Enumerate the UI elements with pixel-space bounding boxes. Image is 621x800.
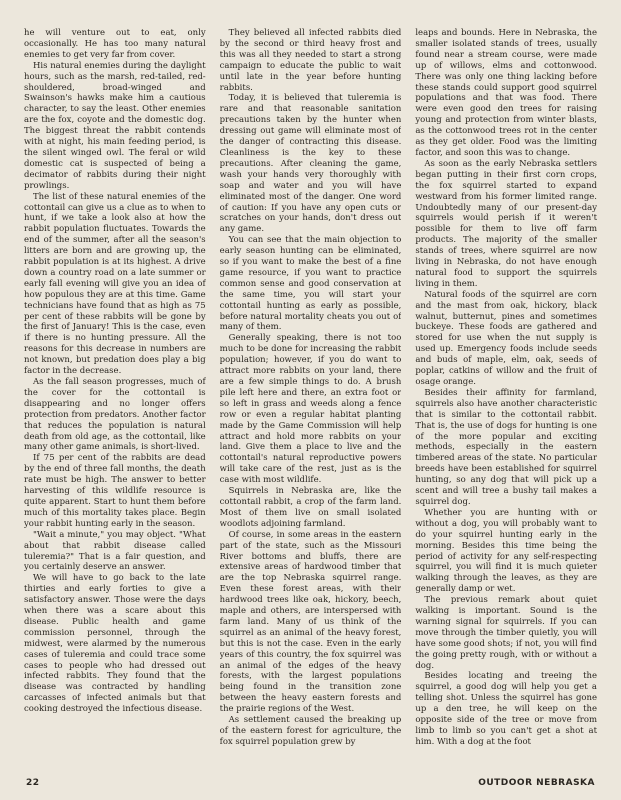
- paragraph: Whether you are hunting with or without a dog, you will probably want to do your squirrel hunting early in the morning. Besides this time being the period of activity for any self-respecting squirrel, you will find it is much quieter walking through the leaves, as they are generally damp or wet.: [415, 507, 598, 595]
- paragraph: Besides their affinity for farmland, squirrels also have another characteristic that is similar to the cottontail rabbit. That is, the use of dogs for hunting is one of the more popular and exciting methods, especially in the eastern timbered areas of the state. No particular breeds have been established for squirrel hunting, so any dog that will pick up a scent and will tree a bushy tail makes a squirrel dog.: [415, 387, 598, 507]
- paragraph: As settlement caused the breaking up of the eastern forest for agriculture, the fox squirrel population grew by: [219, 715, 402, 747]
- text-columns: [24, 28, 597, 766]
- paragraph: Generally speaking, there is not too much to be done for increasing the rabbit population; however, if you do want to attract more rabbits on your land, there are a few simple things to do. A brush pile left here and there, an extra foot or so left in grass and weeds along a fence row or even a regular habitat planting made by the Game Commission will help attract and hold more rabbits on your land. Give them a place to live and the cottontail's natural reproductive powers will take care of the rest, just as is the case with most wildlife.: [219, 333, 402, 486]
- paragraph: Natural foods of the squirrel are corn and the mast from oak, hickory, black walnut, butternut, pines and sometimes buckeye. These foods are gathered and stored for use when the nut supply is used up. Emergency foods include seeds and buds of maple, elm, oak, seeds of poplar, catkins of willow and the fruit of osage orange.: [415, 289, 598, 387]
- page-footer: [26, 778, 595, 788]
- page-number: 22: [26, 778, 40, 788]
- paragraph: His natural enemies during the daylight hours, such as the marsh, red-tailed, red-shouldered, broad-winged and Swainson's hawks make him a cautious character, to say the least. Other enemies are the fox, coyote and the domestic dog. The biggest threat the rabbit contends with at night, his main feeding period, is the silent winged owl. The feral or wild domestic cat is suspected of being a decimator of rabbits during their night prowlings.: [24, 60, 206, 191]
- paragraph: "Wait a minute," you may object. "What about that rabbit disease called tuleremia?" That is a fair question, and you certainly deserve an answer.: [24, 529, 206, 573]
- paragraph: The previous remark about quiet walking is important. Sound is the warning signal for squirrels. If you can move through the timber quietly, you will have some good shots; if not, you will find the going pretty rough, with or without a dog.: [415, 595, 598, 671]
- paragraph: We will have to go back to the late thirties and early forties to give a satisfactory answer. Those were the days when there was a scare about this disease. Public health and game commission personnel, through the midwest, were alarmed by the numerous cases of tuleremia and could trace some cases to people who had dressed out infected rabbits. They found that the disease was contracted by handling carcasses of infected animals but that cooking destroyed the infectious disease.: [24, 573, 206, 715]
- paragraph: As soon as the early Nebraska settlers began putting in their first corn crops, the fox squirrel started to expand westward from his former limited range. Undoubtedly many of our present-day squirrels would perish if it weren't possible for them to live off farm products. The majority of the smaller stands of trees, where squirrel are now living in Nebraska, do not have enough natural food to support the squirrels living in them.: [415, 158, 598, 289]
- magazine-name: OUTDOOR NEBRASKA: [478, 778, 595, 788]
- paragraph: leaps and bounds. Here in Nebraska, the smaller isolated stands of trees, usually found near a stream course, were made up of willows, elms and cottonwood. There was only one thing lacking before these stands could support good squirrel populations and that was food. There were even good den trees for raising young and protection from winter blasts, as the cottonwood trees rot in the center as they get older. Food was the limiting factor, and soon this was to change.: [415, 28, 598, 158]
- paragraph: Squirrels in Nebraska are, like the cottontail rabbit, a crop of the farm land. Most of them live on small isolated woodlots adjoining farmland.: [219, 486, 402, 529]
- column-left: [24, 28, 206, 766]
- paragraph: Of course, in some areas in the eastern part of the state, such as the Missouri River bottoms and bluffs, there are extensive areas of hardwood timber that are the top Nebraska squirrel range. Even these forest areas, with their hardwood trees like oak, hickory, beech, maple and others, are interspersed with farm land. Many of us think of the squirrel as an animal of the heavy forest, but this is not the case. Even in the early years of this country, the fox squirrel was an animal of the edges of the heavy forests, with the largest populations being found in the transition zone between the heavy eastern forests and the prairie regions of the West.: [219, 529, 402, 715]
- paragraph: Today, it is believed that tuleremia is rare and that reasonable sanitation precautions taken by the hunter when dressing out game will eliminate most of the danger of contracting this disease. Cleanliness is the key to these precautions. After cleaning the game, wash your hands very thoroughly with soap and water and you will have eliminated most of the danger. One word of caution: If you have any open cuts or scratches on your hands, don't dress out any game.: [219, 93, 402, 235]
- paragraph: As the fall season progresses, much of the cover for the cottontail is disappearing and no longer offers protection from predators. Another factor that reduces the population is natural death from old age, as the cottontail, like many other game animals, is short-lived.: [24, 377, 206, 453]
- paragraph: You can see that the main objection to early season hunting can be eliminated, so if you want to make the best of a fine game resource, if you want to practice common sense and good conservation at the same time, you will start your cottontail hunting as early as possible, before natural mortality cheats you out of many of them.: [219, 235, 402, 333]
- paragraph: he will venture out to eat, only occasionally. He has too many natural enemies to get very far from cover.: [24, 28, 206, 60]
- paragraph: Besides locating and treeing the squirrel, a good dog will help you get a telling shot. Unless the squirrel has gone up a den tree, he will keep on the opposite side of the tree or move from limb to limb so you can't get a shot at him. With a dog at the foot: [415, 671, 598, 747]
- column-middle: [220, 28, 402, 766]
- paragraph: The list of these natural enemies of the cottontail can give us a clue as to when to hunt, if we take a look also at how the rabbit population fluctuates. Towards the end of the summer, after all the season's litters are born and are growing up, the rabbit population is at its highest. A drive down a country road on a late summer or early fall evening will give you an idea of how populous they are at this time. Game technicians have found that as high as 75 per cent of these rabbits will be gone by the first of January! This is the case, even if there is no hunting pressure. All the reasons for this decrease in numbers are not known, but predation does play a big factor in the decrease.: [24, 191, 206, 377]
- column-right: [415, 28, 597, 766]
- paragraph: They believed all infected rabbits died by the second or third heavy frost and this was all they needed to start a strong campaign to educate the public to wait until late in the year before hunting rabbits.: [219, 28, 402, 93]
- paragraph: If 75 per cent of the rabbits are dead by the end of three fall months, the death rate must be high. The answer to better harvesting of this wildlife resource is quite apparent. Start to hunt them before much of this mortality takes place. Begin your rabbit hunting early in the season.: [24, 453, 206, 529]
